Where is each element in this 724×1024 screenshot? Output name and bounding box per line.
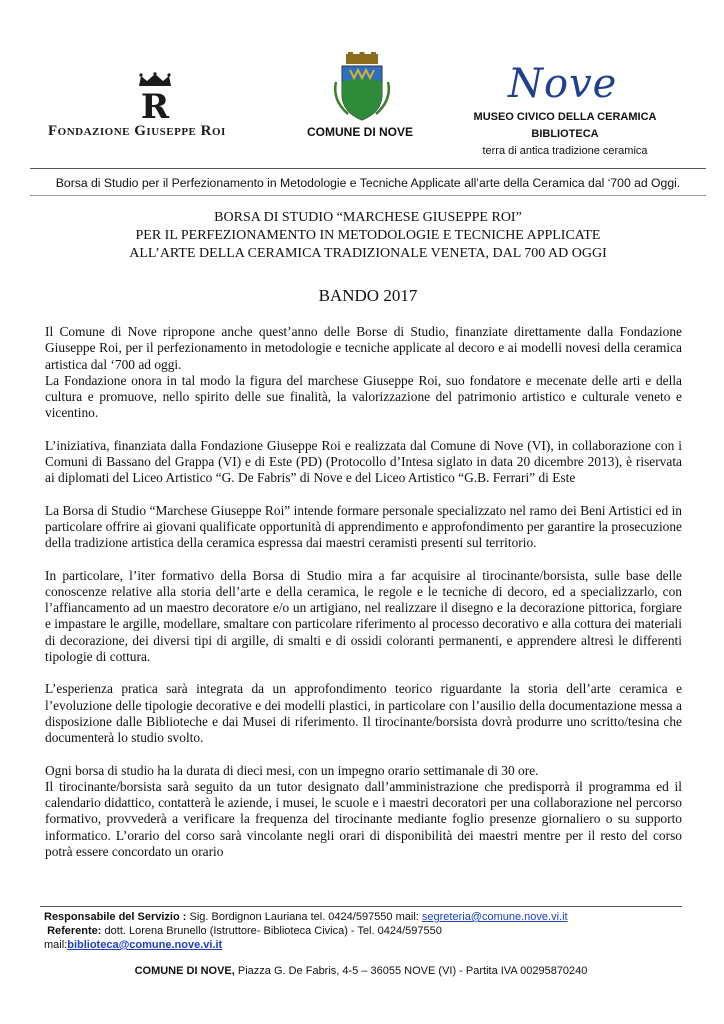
footer-address	[40, 965, 682, 977]
comune-label: COMUNE DI NOVE	[306, 125, 413, 139]
biblioteca-label: BIBLIOTECA	[531, 128, 599, 140]
paragraph: La Borsa di Studio “Marchese Giuseppe Roi” intende formare personale specializzato nel ramo dei Beni Artistici ed in particolare offrire ai giovani qualificate opportunità di apprendimento e approfondimento per garantire la prosecuzione della tradizione artistica della ceramica espressa dai maestri ceramisti presenti sul territorio.	[45, 502, 682, 551]
footer-contacts	[44, 910, 684, 952]
museo-tagline: terra di antica tradizione ceramica	[482, 145, 648, 157]
document-title	[30, 209, 706, 263]
bando-heading: BANDO 2017	[318, 286, 418, 305]
responsabile-line	[44, 910, 684, 924]
referente-line	[44, 924, 684, 938]
fondazione-roi-logo	[105, 72, 205, 126]
paragraph: Ogni borsa di studio ha la durata di dieci mesi, con un impegno orario settimanale di 30 ore.	[45, 762, 539, 778]
fondazione-name: Fondazione Giuseppe Roi	[48, 123, 226, 139]
paragraph: Il Comune di Nove ripropone anche quest’anno delle Borse di Studio, finanziate direttamente dalla Fondazione Giuseppe Roi, per il perfezionamento in metodologie e tecniche applicate al decoro e ai modelli novesi della ceramica artistica dal ‘700 ad oggi.	[45, 324, 682, 372]
roi-monogram: R	[140, 87, 170, 127]
crown-icon	[135, 72, 175, 88]
comune-address-label: COMUNE DI NOVE,	[134, 965, 235, 977]
paragraph: Il tirocinante/borsista sarà seguito da un tutor designato dall’amministrazione che predisporrà il programma ed il calendario didattico, contatterà le aziende, i musei, le scuole e i maestri decoratori per una collaborazione nel percorso formativo, provvederà a verificare la frequenza del tirocinante mediante foglio presenze giornaliero o su supporto informatico. L’orario del corso sarà vincolante negli orari di disponibilità dei maestri mentre per il resto del corso potrà essere concordato un orario	[45, 778, 682, 860]
biblioteca-email-link[interactable]: biblioteca@comune.nove.vi.it	[67, 939, 223, 951]
referente-text: dott. Lorena Brunello (Istruttore- Biblioteca Civica) - Tel. 0424/597550	[101, 925, 442, 937]
title-line-3: ALL’ARTE DELLA CERAMICA TRADIZIONALE VENETA, DAL 700 AD OGGI	[129, 246, 607, 261]
museo-info	[460, 109, 670, 160]
paragraph: L’esperienza pratica sarà integrata da un approfondimento teorico riguardante la storia dell’arte ceramica e l’evoluzione delle tipologie decorative e dei modelli plastici, in particolare con l’ausilio della documentazione messa a disposizione dalle Biblioteche e dai Musei di riferimento. Il tirocinante/borsista dovrà produrre uno scritto/tesina che documenterà lo studio svolto.	[45, 681, 682, 746]
referente-mail-line	[44, 938, 684, 952]
comune-crest-icon	[330, 52, 394, 122]
museo-name: MUSEO CIVICO DELLA CERAMICA	[473, 111, 657, 123]
footer-divider	[40, 906, 682, 907]
nove-logo: Nove	[508, 61, 618, 107]
title-line-1: BORSA DI STUDIO “MARCHESE GIUSEPPE ROI”	[214, 210, 522, 225]
mail-label: mail:	[44, 939, 68, 951]
subtitle-divider	[30, 195, 706, 196]
responsabile-label: Responsabile del Servizio :	[44, 911, 187, 923]
paragraph: La Fondazione onora in tal modo la figura del marchese Giuseppe Roi, suo fondatore e mecenate delle arti e della cultura e promuove, nello spirito delle sue finalità, la valorizzazione del patrimonio artistico e culturale veneto e vicentino.	[45, 372, 682, 421]
document-body	[45, 324, 682, 860]
title-line-2: PER IL PERFEZIONAMENTO IN METODOLOGIE E TECNICHE APPLICATE	[135, 228, 601, 243]
paragraph: In particolare, l’iter formativo della Borsa di Studio mira a far acquisire al tirocinante/borsista, sulle base delle conoscenze relative alla storia dell’arte e della ceramica, le regole e le tecniche di decoro, ed a specializzarlo, con l’affiancamento ad un maestro decoratore e/o un artigiano, nel realizzare il disegno e la decorazione pittorica, forgiare e impastare le argille, modellare, smaltare con particolare riferimento al processo decorativo e alla cottura dei materiali di decorazione, dei diversi tipi di argille, di smalti e di ossidi coloranti permanenti, e apprendere altresì le differenti tipologie di cottura.	[45, 567, 683, 665]
paragraph: L’iniziativa, finanziata dalla Fondazione Giuseppe Roi e realizzata dal Comune di Nove (VI), in collaborazione con i Comuni di Bassano del Grappa (VI) e di Este (PD) (Protocollo d’Intesa siglato in data 20 dicembre 2013), è riservata ai diplomati del Liceo Artistico “G. De Fabris” di Nove e del Liceo Artistico “G.B. Ferrari” di Este	[45, 437, 682, 486]
segreteria-email-link[interactable]: segreteria@comune.nove.vi.it	[421, 911, 568, 923]
header-divider	[30, 168, 706, 169]
referente-label: Referente:	[47, 925, 102, 937]
document-subtitle: Borsa di Studio per il Perfezionamento in Metodologie e Tecniche Applicate all’arte della Ceramica dal ‘700 ad Oggi.	[55, 176, 681, 190]
comune-address-text: Piazza G. De Fabris, 4-5 – 36055 NOVE (VI) - Partita IVA 00295870240	[234, 965, 588, 977]
responsabile-text: Sig. Bordignon Lauriana tel. 0424/597550 mail:	[186, 911, 422, 923]
